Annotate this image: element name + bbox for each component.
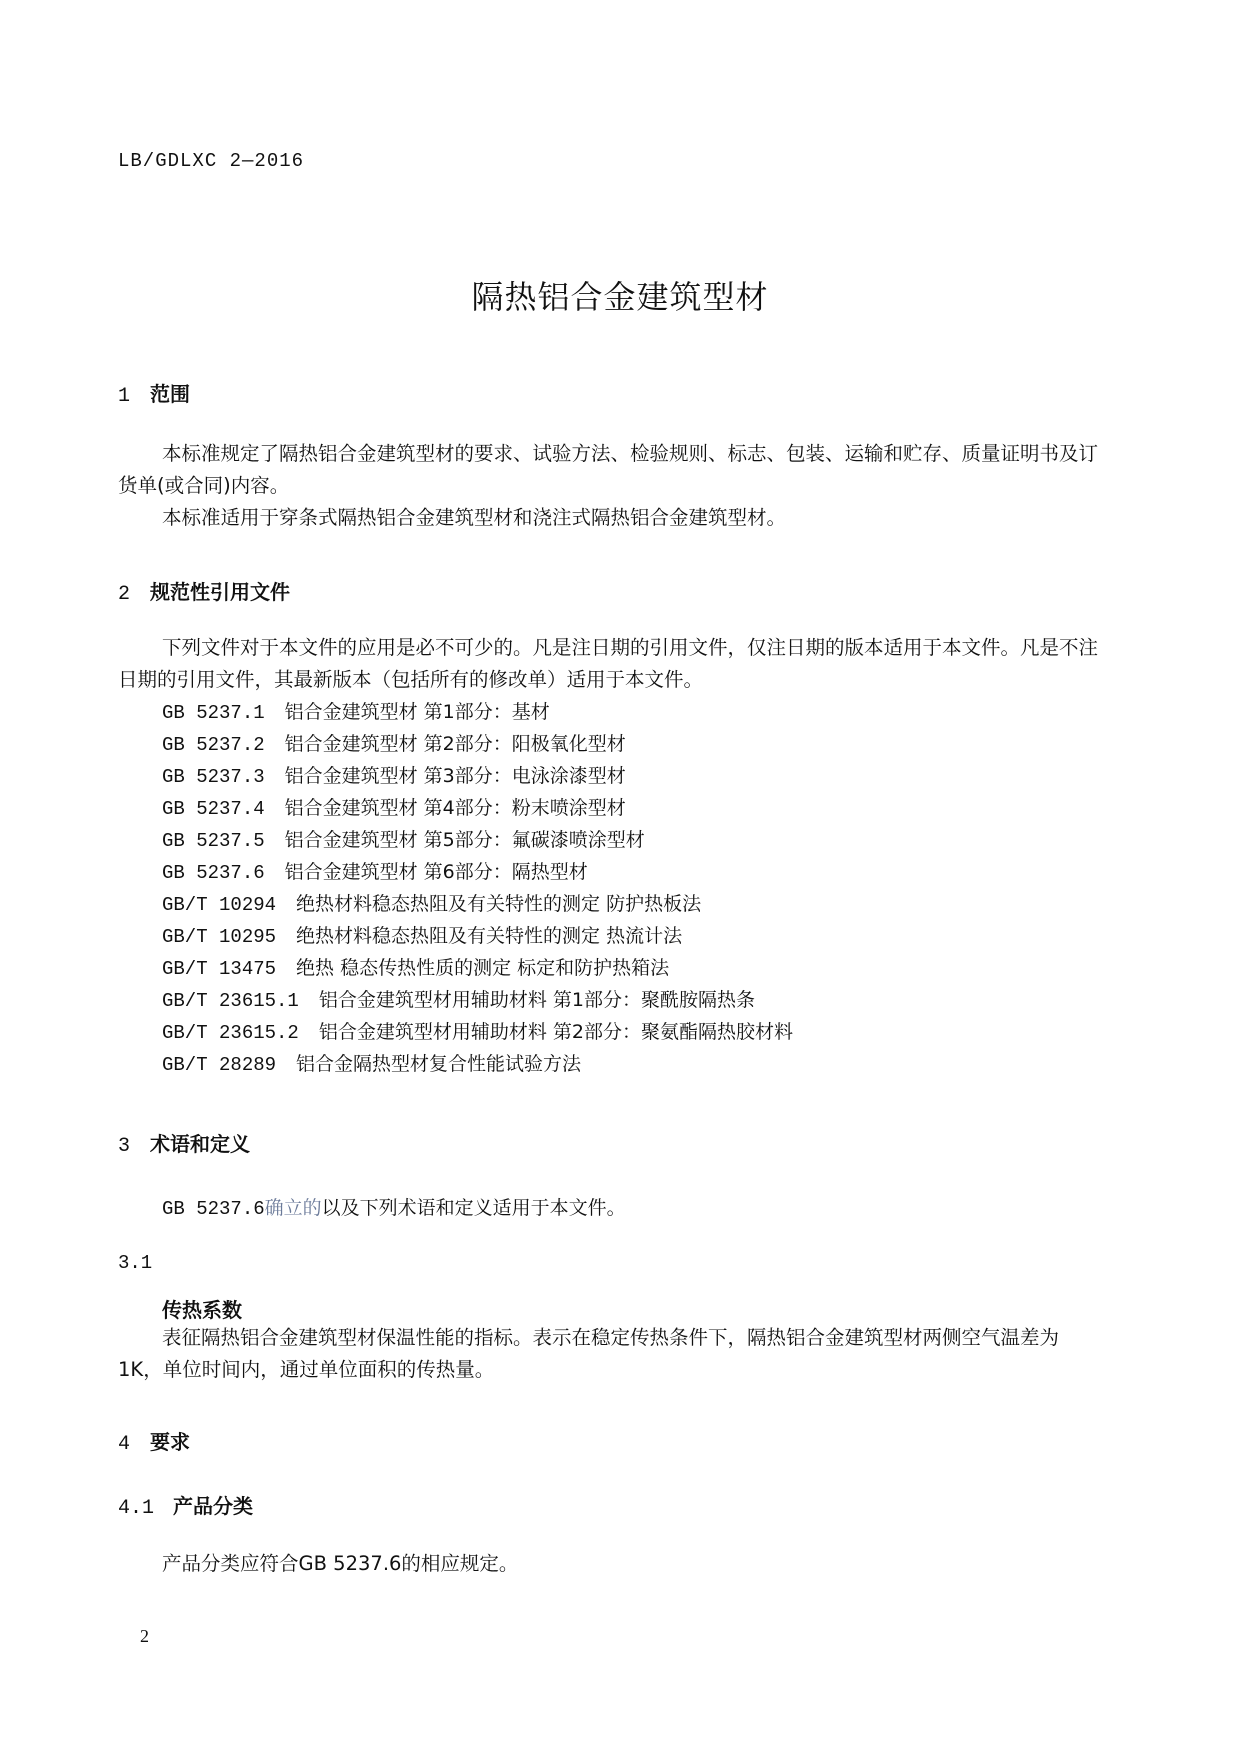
reference-title: 绝热材料稳态热阻及有关特性的测定 防护热板法 [296, 893, 702, 915]
reference-item [162, 920, 682, 953]
reference-code: GB/T 23615.1 [162, 990, 299, 1012]
reference-title: 铝合金建筑型材用辅助材料 第1部分：聚酰胺隔热条 [318, 989, 755, 1011]
reference-code: GB 5237.2 [162, 734, 265, 756]
subsection-title: 产品分类 [173, 1494, 253, 1518]
section-heading-scope [118, 378, 190, 408]
reference-item [162, 728, 626, 761]
document-code: LB/GDLXC 2—2016 [118, 150, 305, 172]
reference-item [162, 760, 626, 793]
reference-code: GB/T 13475 [162, 958, 277, 980]
term-name: 传热系数 [162, 1298, 242, 1322]
reference-code: GB/T 10294 [162, 894, 277, 916]
section-title: 规范性引用文件 [150, 580, 290, 604]
document-title: 隔热铝合金建筑型材 [471, 278, 769, 316]
paragraph [162, 1192, 626, 1225]
reference-item [162, 1048, 581, 1081]
reference-code: GB 5237.1 [162, 702, 265, 724]
paragraph-text: 以及下列术语和定义适用于本文件。 [321, 1197, 626, 1219]
reference-item [162, 888, 701, 921]
paragraph: 产品分类应符合GB 5237.6的相应规定。 [162, 1552, 519, 1575]
reference-title: 铝合金建筑型材 第4部分：粉末喷涂型材 [284, 797, 626, 819]
reference-item [162, 984, 755, 1017]
reference-title: 铝合金建筑型材 第3部分：电泳涂漆型材 [284, 765, 626, 787]
reference-code: GB 5237.5 [162, 830, 265, 852]
reference-title: 铝合金隔热型材复合性能试验方法 [296, 1053, 582, 1075]
reference-code: GB 5237.6 [162, 1198, 265, 1220]
term-number: 3.1 [118, 1252, 153, 1274]
reference-item [162, 1016, 793, 1049]
section-title: 要求 [150, 1430, 190, 1454]
reference-code: GB 5237.4 [162, 798, 265, 820]
reference-code: GB/T 10295 [162, 926, 277, 948]
reference-item [162, 952, 669, 985]
page-number: 2 [140, 1626, 149, 1646]
reference-item [162, 696, 550, 729]
paragraph: 下列文件对于本文件的应用是必不可少的。凡是注日期的引用文件，仅注日期的版本适用于本文件。凡是不注日期的引用文件，其最新版本（包括所有的修改单）适用于本文件。 [118, 636, 1099, 691]
reference-item [162, 856, 588, 889]
paragraph: 本标准适用于穿条式隔热铝合金建筑型材和浇注式隔热铝合金建筑型材。 [162, 506, 787, 529]
reference-title: 铝合金建筑型材用辅助材料 第2部分：聚氨酯隔热胶材料 [318, 1021, 793, 1043]
term-definition: 表征隔热铝合金建筑型材保温性能的指标。表示在稳定传热条件下，隔热铝合金建筑型材两侧空气温差为1K，单位时间内，通过单位面积的传热量。 [118, 1326, 1060, 1381]
section-number: 1 [118, 385, 131, 408]
reference-title: 铝合金建筑型材 第5部分：氟碳漆喷涂型材 [284, 829, 645, 851]
section-number: 4 [118, 1433, 131, 1456]
reference-item [162, 792, 626, 825]
subsection-heading-product-classification [118, 1490, 253, 1520]
reference-title: 绝热 稳态传热性质的测定 标定和防护热箱法 [296, 957, 670, 979]
reference-code: GB 5237.6 [162, 862, 265, 884]
section-title: 术语和定义 [150, 1132, 250, 1156]
section-heading-normative-references [118, 576, 290, 606]
section-heading-requirements [118, 1426, 190, 1456]
section-heading-terms-definitions [118, 1128, 250, 1158]
reference-title: 绝热材料稳态热阻及有关特性的测定 热流计法 [296, 925, 683, 947]
section-number: 3 [118, 1135, 131, 1158]
paragraph: 本标准规定了隔热铝合金建筑型材的要求、试验方法、检验规则、标志、包装、运输和贮存、质量证明书及订货单(或合同)内容。 [118, 442, 1099, 497]
reference-code: GB/T 23615.2 [162, 1022, 299, 1044]
reference-code: GB/T 28289 [162, 1054, 277, 1076]
highlighted-text: 确立的 [264, 1197, 322, 1219]
reference-title: 铝合金建筑型材 第1部分：基材 [284, 701, 550, 723]
reference-title: 铝合金建筑型材 第2部分：阳极氧化型材 [284, 733, 626, 755]
section-number: 2 [118, 583, 131, 606]
reference-title: 铝合金建筑型材 第6部分：隔热型材 [284, 861, 588, 883]
subsection-number: 4.1 [118, 1497, 155, 1520]
section-title: 范围 [150, 382, 190, 406]
reference-item [162, 824, 645, 857]
reference-code: GB 5237.3 [162, 766, 265, 788]
